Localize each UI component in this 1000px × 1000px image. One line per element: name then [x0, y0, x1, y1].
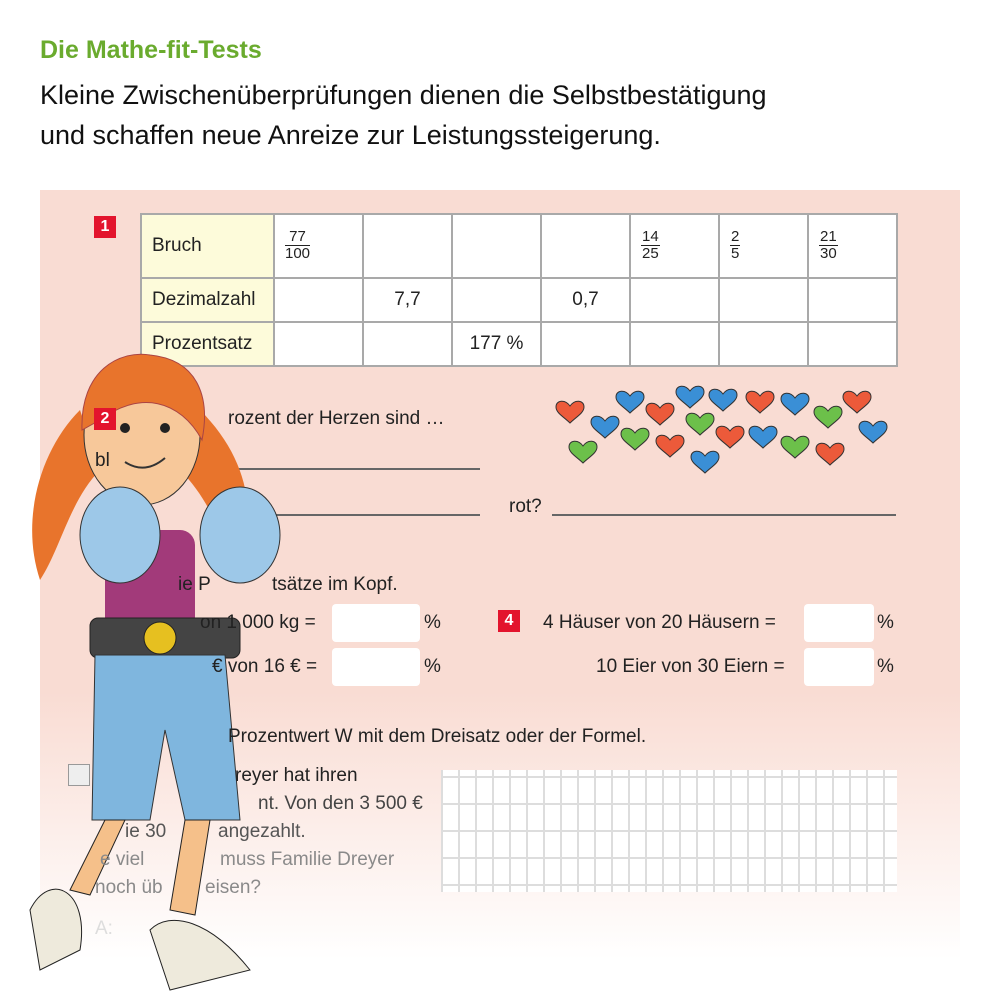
task5-text: nt. Von den 3 500 €: [258, 793, 423, 814]
heart-blue: [691, 451, 719, 473]
task3-instruction: ie P: [178, 574, 211, 595]
table-cell[interactable]: [274, 214, 363, 278]
table-cell[interactable]: [808, 322, 897, 366]
fraction: [285, 229, 310, 262]
table-cell[interactable]: [541, 278, 630, 322]
table-cell[interactable]: [363, 278, 452, 322]
denominator: 100: [285, 244, 311, 262]
table-cell[interactable]: [719, 322, 808, 366]
table-cell[interactable]: [719, 278, 808, 322]
numerator: 77: [285, 229, 310, 246]
fraction: [730, 229, 740, 262]
fraction: [819, 229, 838, 262]
heart-red: [646, 403, 674, 425]
heart-red: [716, 426, 744, 448]
page-title: Die Mathe-fit-Tests: [40, 36, 262, 64]
answer-box-4a[interactable]: [804, 604, 874, 642]
task2-blue-label: bl: [95, 450, 110, 471]
percent-sign: %: [424, 612, 441, 633]
task5-text: ie 30: [125, 821, 167, 842]
task5-text: reyer hat ihren: [235, 765, 358, 786]
heart-red: [816, 443, 844, 465]
heart-blue: [709, 389, 737, 411]
heart-blue: [616, 391, 644, 413]
numerator: 14: [642, 227, 659, 245]
hearts-illustration: [545, 385, 895, 480]
task5-text: e viel: [100, 849, 145, 870]
percent-sign: %: [424, 656, 441, 677]
denominator: 5: [731, 244, 740, 262]
fraction: [641, 229, 660, 262]
answer-box-4b[interactable]: [804, 648, 874, 686]
percent-sign: %: [877, 656, 894, 677]
table-cell[interactable]: [719, 214, 808, 278]
table-cell[interactable]: [541, 322, 630, 366]
heart-red: [843, 391, 871, 413]
task4-line1: 4 Häuser von 20 Häusern =: [543, 612, 776, 633]
heart-green: [621, 428, 649, 450]
heart-blue: [749, 426, 777, 448]
table-cell[interactable]: [452, 322, 541, 366]
task2-red-label: rot?: [509, 496, 542, 517]
cell-value: 177 %: [469, 333, 524, 354]
table-cell[interactable]: [808, 278, 897, 322]
table-cell[interactable]: [541, 214, 630, 278]
task2-question: rozent der Herzen sind …: [228, 408, 445, 429]
answer-prefix: A:: [95, 918, 113, 939]
task-number-1: 1: [94, 216, 116, 238]
task3-instruction-end: tsätze im Kopf.: [272, 574, 398, 595]
task5-text: eisen?: [205, 877, 261, 898]
table-cell[interactable]: [630, 214, 719, 278]
table-cell[interactable]: [630, 278, 719, 322]
denominator: 30: [820, 244, 837, 262]
table-cell[interactable]: [274, 278, 363, 322]
table-cell[interactable]: [630, 322, 719, 366]
cell-value: 7,7: [394, 289, 421, 310]
table-row: [141, 214, 897, 278]
task5-text: angezahlt.: [218, 821, 306, 842]
task4-line2: 10 Eier von 30 Eiern =: [596, 656, 785, 677]
numerator: 2: [731, 227, 740, 245]
heart-red: [656, 435, 684, 457]
table-cell[interactable]: [452, 214, 541, 278]
row-label: Bruch: [141, 214, 274, 278]
table-cell[interactable]: [363, 322, 452, 366]
task3-line2: € von 16 € =: [212, 656, 318, 677]
table-row: [141, 278, 897, 322]
answer-box-3a[interactable]: [332, 604, 420, 642]
table-cell[interactable]: [452, 278, 541, 322]
calculation-grid[interactable]: [441, 770, 897, 892]
denominator: 25: [642, 244, 659, 262]
heart-blue: [676, 386, 704, 408]
task-number-2: 2: [94, 408, 116, 430]
task5-instruction: Prozentwert W mit dem Dreisatz oder der Formel.: [228, 726, 647, 747]
heart-red: [556, 401, 584, 423]
answer-line-red[interactable]: [552, 514, 896, 516]
subtitle-line-1: Kleine Zwischenüberprüfungen dienen die Selbstbestätigung: [40, 80, 767, 110]
conversion-table: [140, 213, 898, 367]
heart-green: [781, 436, 809, 458]
heart-blue: [781, 393, 809, 415]
answer-box-3b[interactable]: [332, 648, 420, 686]
task5-text: muss Familie Dreyer: [220, 849, 395, 870]
numerator: 21: [820, 227, 837, 245]
heart-blue: [591, 416, 619, 438]
heart-green: [569, 441, 597, 463]
row-label: Prozentsatz: [141, 322, 274, 366]
task5-text: noch üb: [95, 877, 163, 898]
heart-red: [746, 391, 774, 413]
table-cell[interactable]: [808, 214, 897, 278]
cell-value: 0,7: [572, 289, 599, 310]
heart-green: [814, 406, 842, 428]
percent-sign: %: [877, 612, 894, 633]
heart-green: [686, 413, 714, 435]
table-cell[interactable]: [363, 214, 452, 278]
row-label: Dezimalzahl: [141, 278, 274, 322]
heart-blue: [859, 421, 887, 443]
task3-line1: on 1 000 kg =: [200, 612, 316, 633]
subtitle-line-2: und schaffen neue Anreize zur Leistungssteigerung.: [40, 120, 661, 150]
task-number-4: 4: [498, 610, 520, 632]
